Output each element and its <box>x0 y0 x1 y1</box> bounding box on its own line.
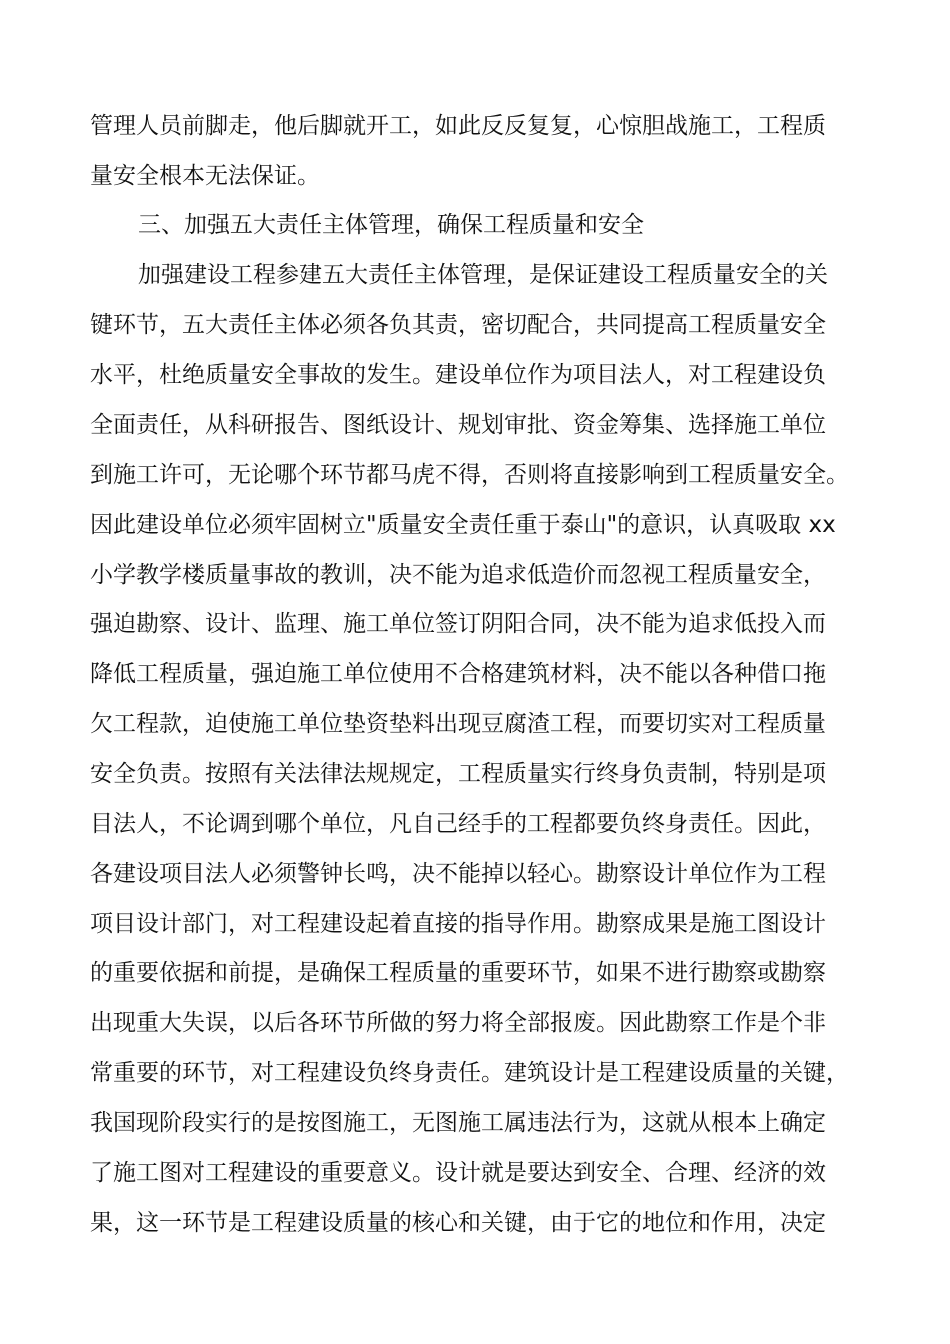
text-line: 欠工程款，迫使施工单位垫资垫料出现豆腐渣工程，而要切实对工程质量 <box>90 711 826 737</box>
text-line: 降低工程质量，强迫施工单位使用不合格建筑材料，决不能以各种借口拖 <box>90 661 826 687</box>
text-line: 全面责任，从科研报告、图纸设计、规划审批、资金筹集、选择施工单位 <box>90 412 826 438</box>
text-line: 出现重大失误，以后各环节所做的努力将全部报废。因此勘察工作是个非 <box>90 1010 826 1036</box>
text-line: 到施工许可，无论哪个环节都马虎不得，否则将直接影响到工程质量安全。 <box>90 462 849 488</box>
text-line: 键环节，五大责任主体必须各负其责，密切配合，共同提高工程质量安全 <box>90 312 826 338</box>
text-line: 量安全根本无法保证。 <box>90 163 320 189</box>
text-line: 安全负责。按照有关法律法规规定，工程质量实行终身负责制，特别是项 <box>90 761 826 787</box>
text-line: 各建设项目法人必须警钟长鸣，决不能掉以轻心。勘察设计单位作为工程 <box>90 861 826 887</box>
text-line: 果，这一环节是工程建设质量的核心和关键，由于它的地位和作用，决定 <box>90 1210 826 1236</box>
text-line: 了施工图对工程建设的重要意义。设计就是要达到安全、合理、经济的效 <box>90 1160 826 1186</box>
text-line: 常重要的环节，对工程建设负终身责任。建筑设计是工程建设质量的关键， <box>90 1060 849 1086</box>
text-line: 小学教学楼质量事故的教训，决不能为追求低造价而忽视工程质量安全， <box>90 562 826 588</box>
text-line: 我国现阶段实行的是按图施工，无图施工属违法行为，这就从根本上确定 <box>90 1110 826 1136</box>
text-line: 水平，杜绝质量安全事故的发生。建设单位作为项目法人，对工程建设负 <box>90 362 826 388</box>
section-heading: 三、加强五大责任主体管理，确保工程质量和安全 <box>138 212 644 238</box>
text-line: 强迫勘察、设计、监理、施工单位签订阴阳合同，决不能为追求低投入而 <box>90 611 826 637</box>
paragraph-first-line: 加强建设工程参建五大责任主体管理，是保证建设工程质量安全的关 <box>138 262 828 288</box>
text-line: 目法人，不论调到哪个单位，凡自己经手的工程都要负终身责任。因此， <box>90 811 826 837</box>
text-line: 因此建设单位必须牢固树立"质量安全责任重于泰山"的意识，认真吸取 xx <box>90 512 836 538</box>
text-line: 的重要依据和前提，是确保工程质量的重要环节，如果不进行勘察或勘察 <box>90 960 826 986</box>
text-line: 项目设计部门，对工程建设起着直接的指导作用。勘察成果是施工图设计 <box>90 911 826 937</box>
text-line: 管理人员前脚走，他后脚就开工，如此反反复复，心惊胆战施工，工程质 <box>90 113 826 139</box>
